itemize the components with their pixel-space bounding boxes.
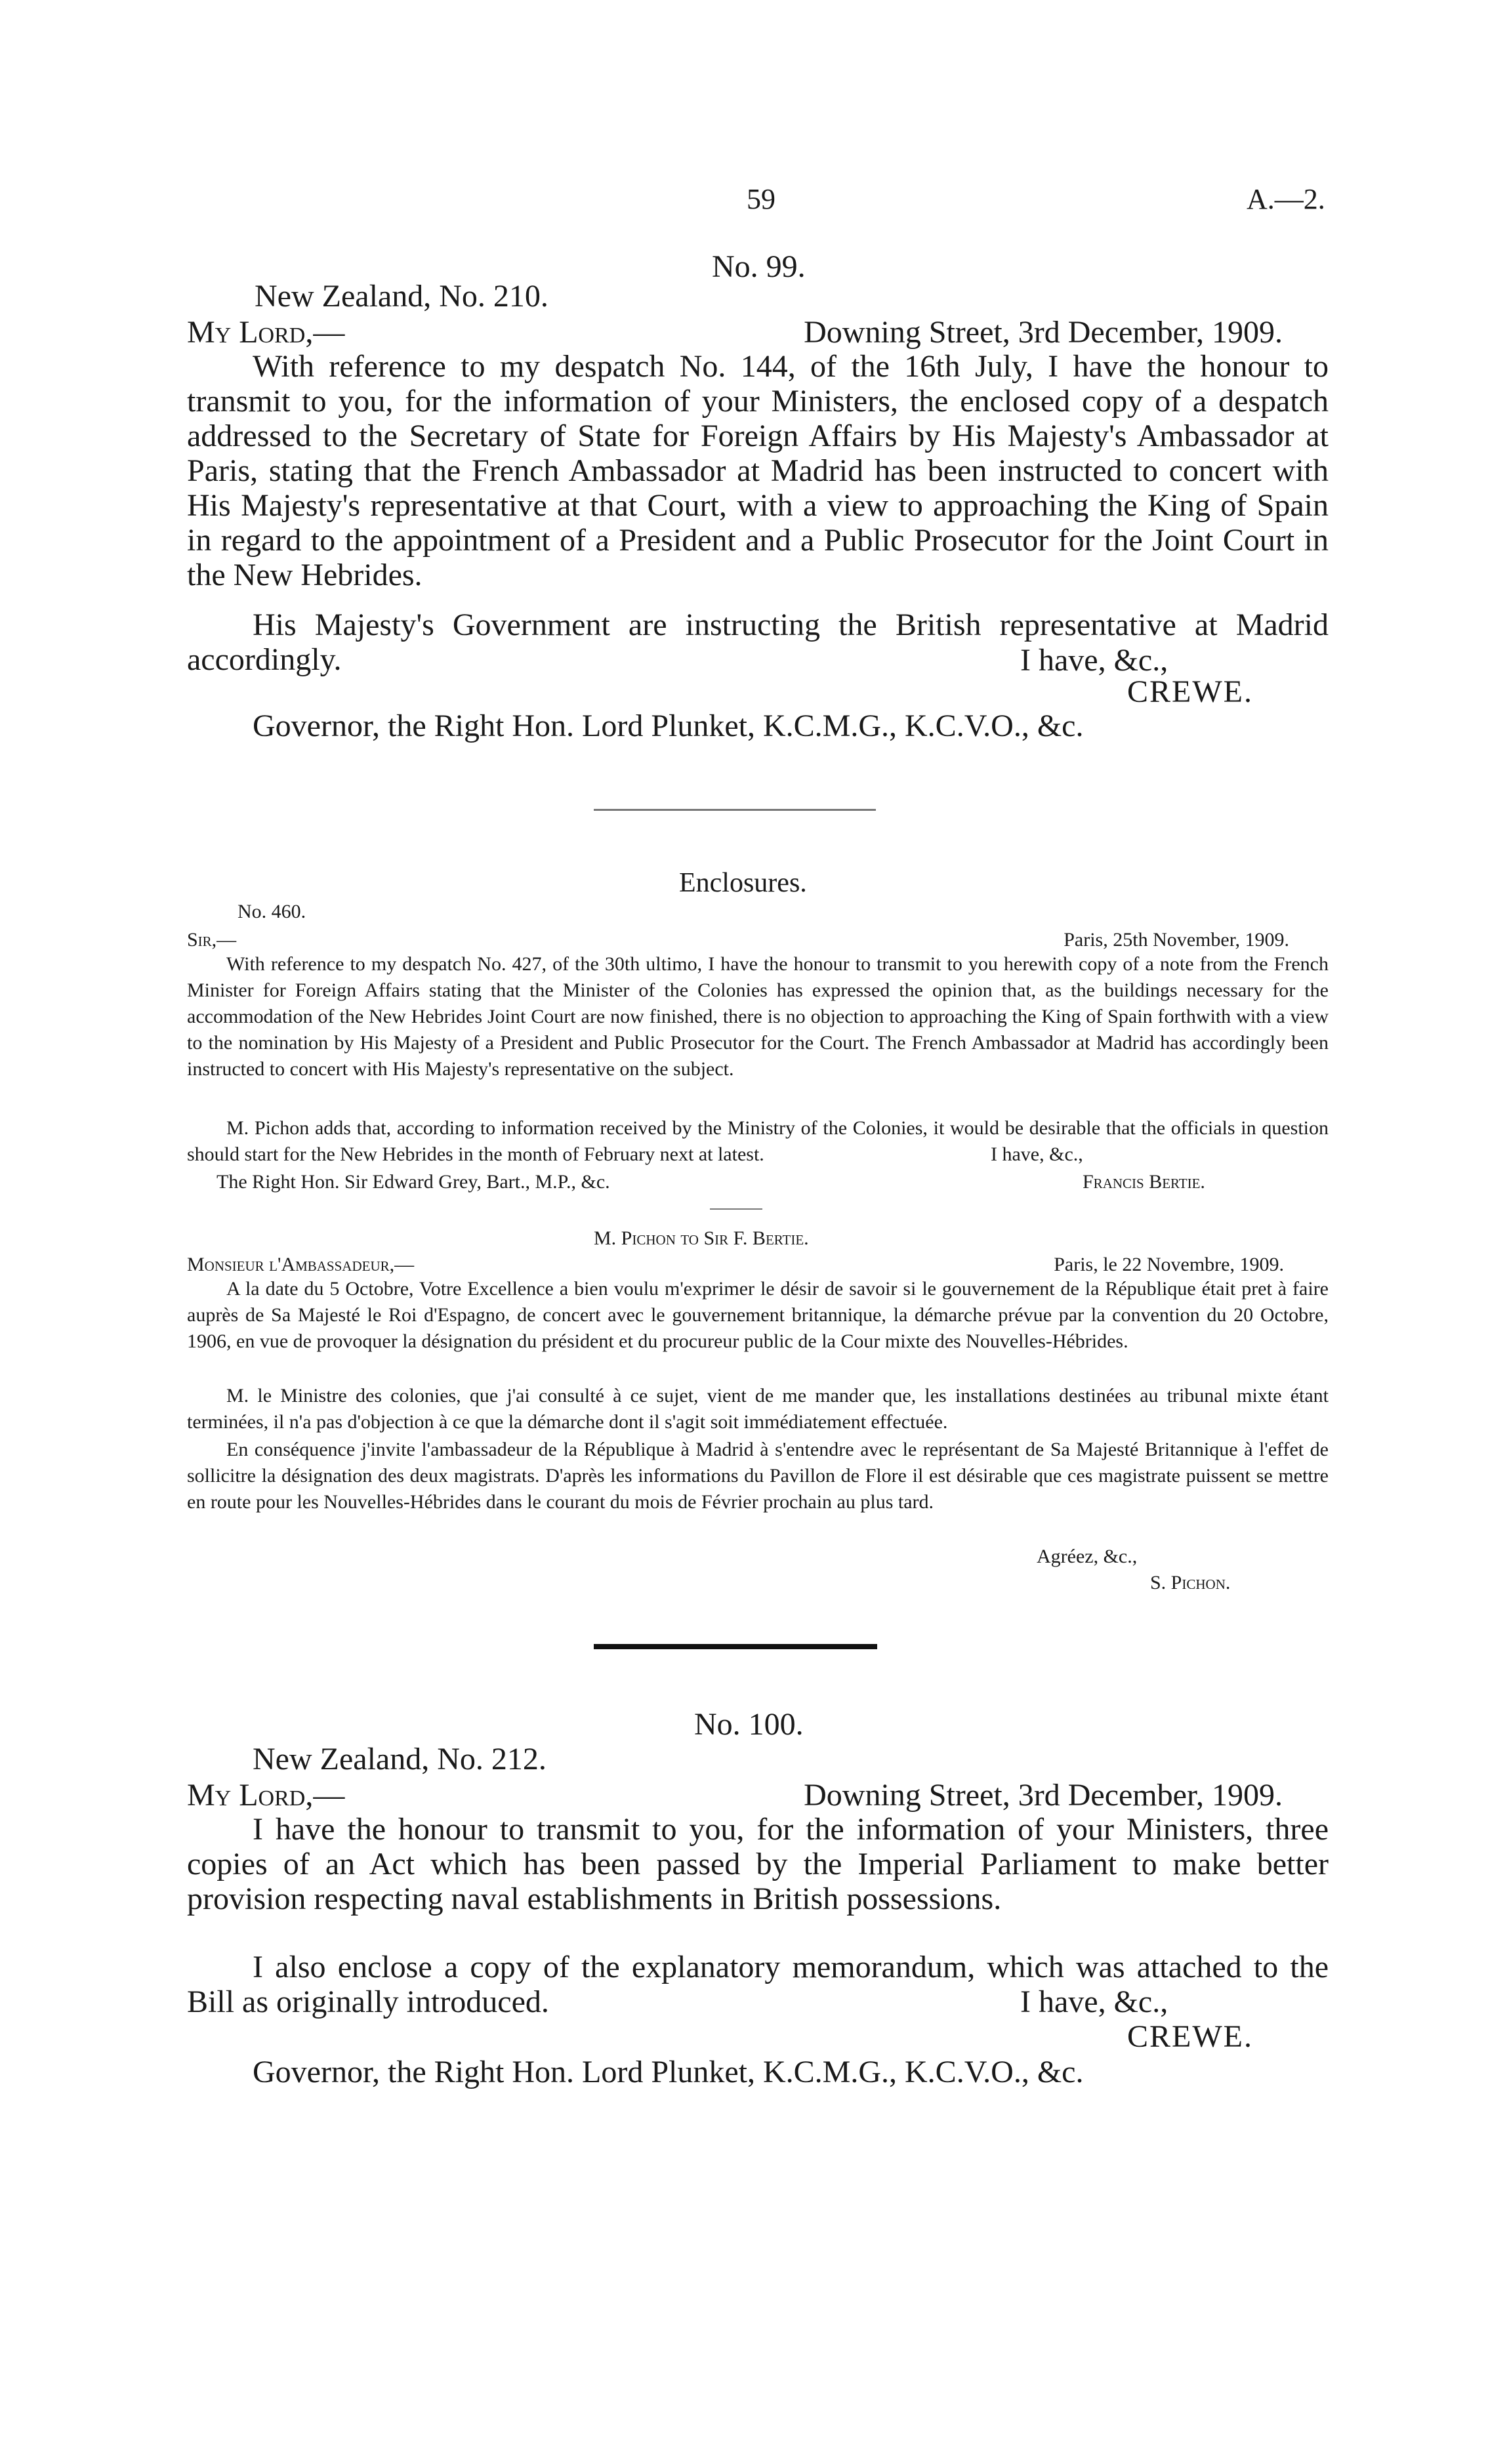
salutation: Sir,— xyxy=(187,929,237,951)
paragraph: I have the honour to transmit to you, for the information of your Ministers, three copies of an Act which has been passed by the Imperial Parliament to make better provision respecting naval establishments in British possessions. xyxy=(187,1812,1329,1916)
paragraph: M. le Ministre des colonies, que j'ai consulté à ce sujet, vient de me mander que, les installations destinées au tribunal mixte étant terminées, il n'a pas d'objection à ce que la démarche dont il s'agit soit immédiatement effectuée. xyxy=(187,1385,1329,1433)
signature: CREWE. xyxy=(1127,2019,1253,2054)
recipient: Governor, the Right Hon. Lord Plunket, K.C.M.G., K.C.V.O., &c. xyxy=(253,2055,1084,2089)
addressee-reference: New Zealand, No. 212. xyxy=(253,1742,547,1776)
paragraph: With reference to my despatch No. 427, of the 30th ultimo, I have the honour to transmit to you herewith copy of a note from the French Minister for Foreign Affairs stating that the Minister of the Colonies has expressed the opinion that, as the buildings necessary for the accommodation of the New Hebrides Joint Court are now finished, there is no objection to approaching the King of Spain forthwith with a view to the nomination by His Majesty of a President and Public Prosecutor for the Court. The French Ambassador at Madrid has accordingly been instructed to concert with His Majesty's representative on the subject. xyxy=(187,953,1329,1080)
closing: I have, &c., xyxy=(1020,643,1168,678)
addressee-reference: New Zealand, No. 210. xyxy=(255,279,548,314)
addressee: The Right Hon. Sir Edward Grey, Bart., M.P., &c. xyxy=(217,1171,610,1193)
place-date: Downing Street, 3rd December, 1909. xyxy=(804,1778,1283,1813)
signature: CREWE. xyxy=(1127,674,1253,709)
paragraph: En conséquence j'invite l'ambassadeur de la République à Madrid à s'entendre avec le représentant de Sa Majesté Britannique à l'effet de sollicitre la désignation des deux magistrats. D'après les informations du Pavillon de Flore il est désirable que ces magistrate puissent se mettre en route pour les Nouvelles-Hébrides dans le courant du mois de Février prochain au plus tard. xyxy=(187,1439,1329,1513)
paragraph: A la date du 5 Octobre, Votre Excellence a bien voulu m'exprimer le désir de savoir si le gouvernement de la République était pret à faire auprès de Sa Majesté le Roi d'Espagno, de concert avec le gouvernement britannique, la démarche prévue par la convention du 20 Octobre, 1906, en vue de provoquer la désignation du président et du procureur public de la Cour mixte des Nouvelles-Hébrides. xyxy=(187,1278,1329,1352)
salutation: My Lord,— xyxy=(187,315,345,350)
section-divider xyxy=(594,809,876,811)
paragraph: I also enclose a copy of the explanatory memorandum, which was attached to the Bill as originally introduced. xyxy=(187,1950,1329,2019)
letter-title: M. Pichon to Sir F. Bertie. xyxy=(594,1227,809,1249)
signature: Francis Bertie. xyxy=(1083,1171,1205,1193)
section-divider xyxy=(594,1644,877,1649)
salutation: Monsieur l'Ambassadeur,— xyxy=(187,1254,415,1275)
closing: Agréez, &c., xyxy=(1037,1546,1138,1567)
signature: S. Pichon. xyxy=(1150,1572,1231,1593)
despatch-number: No. 100. xyxy=(694,1707,804,1742)
salutation: My Lord,— xyxy=(187,1778,345,1813)
section-divider xyxy=(710,1208,762,1210)
paragraph: With reference to my despatch No. 144, of the 16th July, I have the honour to transmit to you, for the information of your Ministers, the enclosed copy of a despatch addressed to the Secretary of State for Foreign Affairs by His Majesty's Ambassador at Paris, stating that the French Ambassador at Madrid has been instructed to concert with His Majesty's representative at that Court, with a view to approaching the King of Spain in regard to the appointment of a President and a Public Prosecutor for the Joint Court in the New Hebrides. xyxy=(187,349,1329,592)
enclosures-heading: Enclosures. xyxy=(679,868,807,898)
letter-number: No. 460. xyxy=(238,901,306,922)
despatch-number: No. 99. xyxy=(712,249,806,284)
closing: I have, &c., xyxy=(1020,1984,1168,2019)
document-reference: A.—2. xyxy=(1247,183,1325,215)
place-date: Paris, le 22 Novembre, 1909. xyxy=(1054,1254,1284,1275)
closing: I have, &c., xyxy=(991,1143,1083,1165)
place-date: Paris, 25th November, 1909. xyxy=(1064,929,1289,951)
page-number: 59 xyxy=(747,183,775,215)
paragraph: M. Pichon adds that, according to information received by the Ministry of the Colonies, it would be desirable that the officials in question should start for the New Hebrides in the month of February next at latest. xyxy=(187,1117,1329,1165)
place-date: Downing Street, 3rd December, 1909. xyxy=(804,315,1283,350)
recipient: Governor, the Right Hon. Lord Plunket, K.C.M.G., K.C.V.O., &c. xyxy=(253,708,1084,743)
paragraph: His Majesty's Government are instructing the British representative at Madrid accordingly. xyxy=(187,607,1329,677)
